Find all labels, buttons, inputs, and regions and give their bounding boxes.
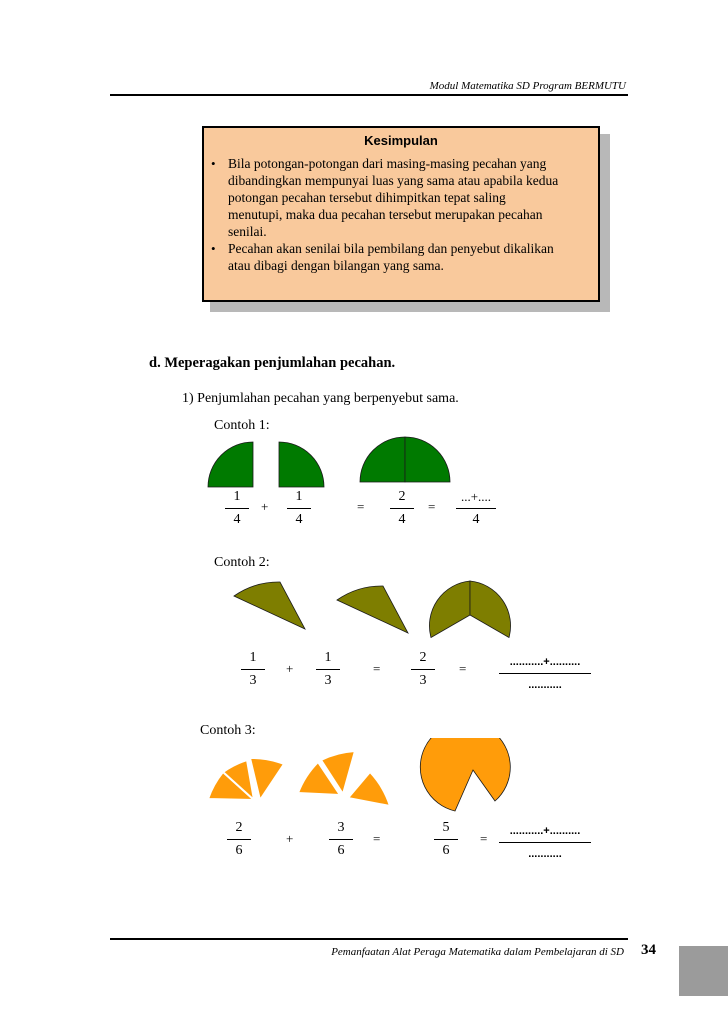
answer-denominator: 4: [472, 512, 480, 527]
fraction-bar: [499, 673, 591, 674]
header-rule: [110, 94, 628, 96]
third-circle-piece: [234, 582, 305, 629]
denominator: 3: [249, 673, 257, 688]
numerator: 1: [324, 650, 332, 665]
numerator: 2: [398, 489, 406, 504]
example-2-fraction-a: [238, 650, 268, 689]
five-sixths-circle-piece: [420, 738, 510, 811]
denominator: 4: [233, 512, 241, 527]
numerator: 2: [419, 650, 427, 665]
sixth-circle-piece: [348, 772, 390, 806]
equals-sign: =: [428, 499, 436, 514]
sixth-circle-piece: [250, 758, 284, 800]
bullet-line: atau dibagi dengan bilangan yang sama.: [228, 258, 444, 273]
header-title: Modul Matematika SD Program BERMUTU: [429, 80, 626, 92]
equals-sign: =: [459, 661, 467, 676]
denominator: 4: [398, 512, 406, 527]
bullet-text: [228, 240, 594, 274]
answer-denominator: ...........: [528, 679, 562, 691]
fraction-bar: [287, 508, 311, 509]
fraction-bar: [227, 839, 251, 840]
page-number: 34: [641, 942, 656, 958]
section-subheading: 1) Penjumlahan pecahan yang berpenyebut sama.: [182, 391, 459, 406]
example-1-fraction-sum: [387, 489, 417, 528]
fraction-bar: [390, 508, 414, 509]
answer-numerator: ...+....: [460, 489, 492, 504]
example-2-fraction-b: [313, 650, 343, 689]
numerator: 2: [235, 820, 243, 835]
example-1-fraction-a: [222, 489, 252, 528]
two-thirds-circle-piece: [470, 581, 511, 638]
fraction-bar: [316, 669, 340, 670]
footer-rule: [110, 938, 628, 940]
fraction-bar: [456, 508, 496, 509]
example-3-fraction-a: [224, 820, 254, 859]
denominator: 3: [419, 673, 427, 688]
quarter-circle-piece: [279, 442, 324, 487]
answer-numerator: ...........+..........: [509, 656, 581, 668]
plus-sign: +: [286, 661, 294, 676]
numerator: 5: [442, 820, 450, 835]
equals-sign: =: [480, 831, 488, 846]
denominator: 4: [295, 512, 303, 527]
fraction-bar: [225, 508, 249, 509]
quarter-circle-piece: [208, 442, 253, 487]
two-thirds-circle-piece: [429, 581, 470, 638]
example-3-shapes: [200, 738, 530, 818]
numerator: 1: [249, 650, 257, 665]
section-heading: d. Meperagakan penjumlahan pecahan.: [149, 355, 396, 371]
example-3-label: Contoh 3:: [200, 723, 256, 738]
denominator: 3: [324, 673, 332, 688]
footer-text: Pemanfaatan Alat Peraga Matematika dalam Pembelajaran di SD: [331, 946, 624, 958]
bullet-line: Pecahan akan senilai bila pembilang dan penyebut dikalikan: [228, 241, 554, 256]
answer-numerator: ...........+..........: [509, 825, 581, 837]
numerator: 1: [295, 489, 303, 504]
fraction-bar: [329, 839, 353, 840]
example-2-fraction-sum: [408, 650, 438, 689]
numerator: 3: [337, 820, 345, 835]
bullet-text: [228, 155, 594, 240]
numerator: 1: [233, 489, 241, 504]
denominator: 6: [442, 843, 450, 858]
bullet-icon: •: [211, 241, 216, 256]
example-1-label: Contoh 1:: [214, 418, 270, 433]
denominator: 6: [337, 843, 345, 858]
equals-sign: =: [373, 661, 381, 676]
plus-sign: +: [261, 499, 269, 514]
example-3-fraction-sum: [431, 820, 461, 859]
fraction-bar: [499, 842, 591, 843]
fraction-bar: [434, 839, 458, 840]
conclusion-box: [202, 126, 600, 302]
example-1-answer: [453, 489, 499, 528]
example-1-fraction-b: [284, 489, 314, 528]
fraction-bar: [241, 669, 265, 670]
bullet-icon: •: [211, 156, 216, 171]
conclusion-title: Kesimpulan: [364, 133, 438, 148]
bullet-line: senilai.: [228, 224, 267, 239]
equals-sign: =: [373, 831, 381, 846]
third-circle-piece: [337, 586, 408, 633]
fraction-bar: [411, 669, 435, 670]
plus-sign: +: [286, 831, 294, 846]
half-circle-piece: [360, 437, 405, 482]
example-2-answer: [496, 654, 594, 693]
example-3-answer: [496, 823, 594, 862]
answer-denominator: ...........: [528, 848, 562, 860]
bullet-line: Bila potongan-potongan dari masing-masing pecahan yang: [228, 156, 547, 171]
bullet-line: potongan pecahan tersebut dihimpitkan tepat saling: [228, 190, 506, 205]
page-tab-marker: [679, 946, 728, 996]
example-3-fraction-b: [326, 820, 356, 859]
half-circle-piece: [405, 437, 450, 482]
bullet-line: menutupi, maka dua pecahan tersebut merupakan pecahan: [228, 207, 543, 222]
example-2-shapes: [220, 572, 530, 652]
denominator: 6: [235, 843, 243, 858]
equals-sign: =: [357, 499, 365, 514]
bullet-line: dibandingkan mempunyai luas yang sama atau apabila kedua: [228, 173, 559, 188]
example-2-label: Contoh 2:: [214, 555, 270, 570]
